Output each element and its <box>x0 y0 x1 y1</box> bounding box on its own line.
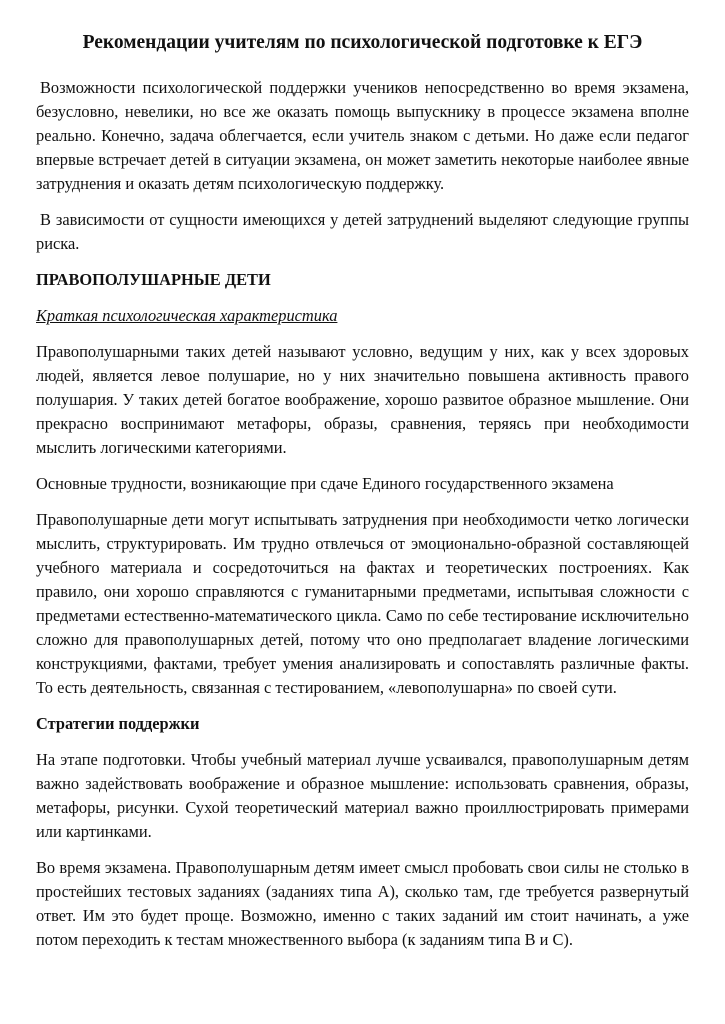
intro-paragraph-2: В зависимости от сущности имеющихся у детей затруднений выделяют следующие группы риска. <box>36 210 689 253</box>
characteristic-paragraph: Правополушарными таких детей называют условно, ведущим у них, как у всех здоровых людей, является левое полушарие, но у них значительно повышена активность правого полушария. У таких детей богатое воображение, хорошо развитое образное мышление. Они прекрасно воспринимают метафоры, образы, сравнения, теряясь при необходимости мыслить логическими категориями. <box>36 342 689 457</box>
characteristic-subheading: Краткая психологическая характеристика <box>36 306 338 325</box>
difficulties-paragraph: Правополушарные дети могут испытывать затруднения при необходимости четко логически мыслить, структурировать. Им трудно отвлечься от эмоционально-образной составляющей учебного материала и сосредоточиться на фактах и теоретических построениях. Как правило, они хорошо справляются с гуманитарными предметами, испытывая сложности с предметами естественно-математического цикла. Само по себе тестирование исключительно сложно для правополушарных детей, потому что оно предполагает владение логическими конструкциями, фактами, требует умения анализировать и сопоставлять различные факты. То есть деятельность, связанная с тестированием, «левополушарна» по своей сути. <box>36 510 689 697</box>
section-heading: ПРАВОПОЛУШАРНЫЕ ДЕТИ <box>36 270 271 289</box>
document-title: Рекомендации учителям по психологической подготовке к ЕГЭ <box>82 32 643 53</box>
strategies-paragraph-2: Во время экзамена. Правополушарным детям имеет смысл пробовать свои силы не столько в простейших тестовых заданиях (заданиях типа А), сколько там, где требуется развернутый ответ. Им это будет проще. Возможно, именно с таких заданий им стоит начинать, а уже потом переходить к тестам множественного выбора (к заданиям типа В и С). <box>36 858 689 949</box>
strategies-paragraph-1: На этапе подготовки. Чтобы учебный материал лучше усваивался, правополушарным детям важно задействовать воображение и образное мышление: использовать сравнения, образы, метафоры, рисунки. Сухой теоретический материал важно проиллюстрировать примерами или картинками. <box>36 750 689 841</box>
strategies-heading: Стратегии поддержки <box>36 714 200 733</box>
difficulties-heading: Основные трудности, возникающие при сдаче Единого государственного экзамена <box>36 474 614 493</box>
intro-paragraph-1: Возможности психологической поддержки учеников непосредственно во время экзамена, безусловно, невелики, но все же оказать помощь выпускнику в процессе экзамена вполне реально. Конечно, задача облегчается, если учитель знаком с детьми. Но даже если педагог впервые встречает детей в ситуации экзамена, он может заметить некоторые наиболее явные затруднения и оказать детям психологическую поддержку. <box>36 78 689 193</box>
